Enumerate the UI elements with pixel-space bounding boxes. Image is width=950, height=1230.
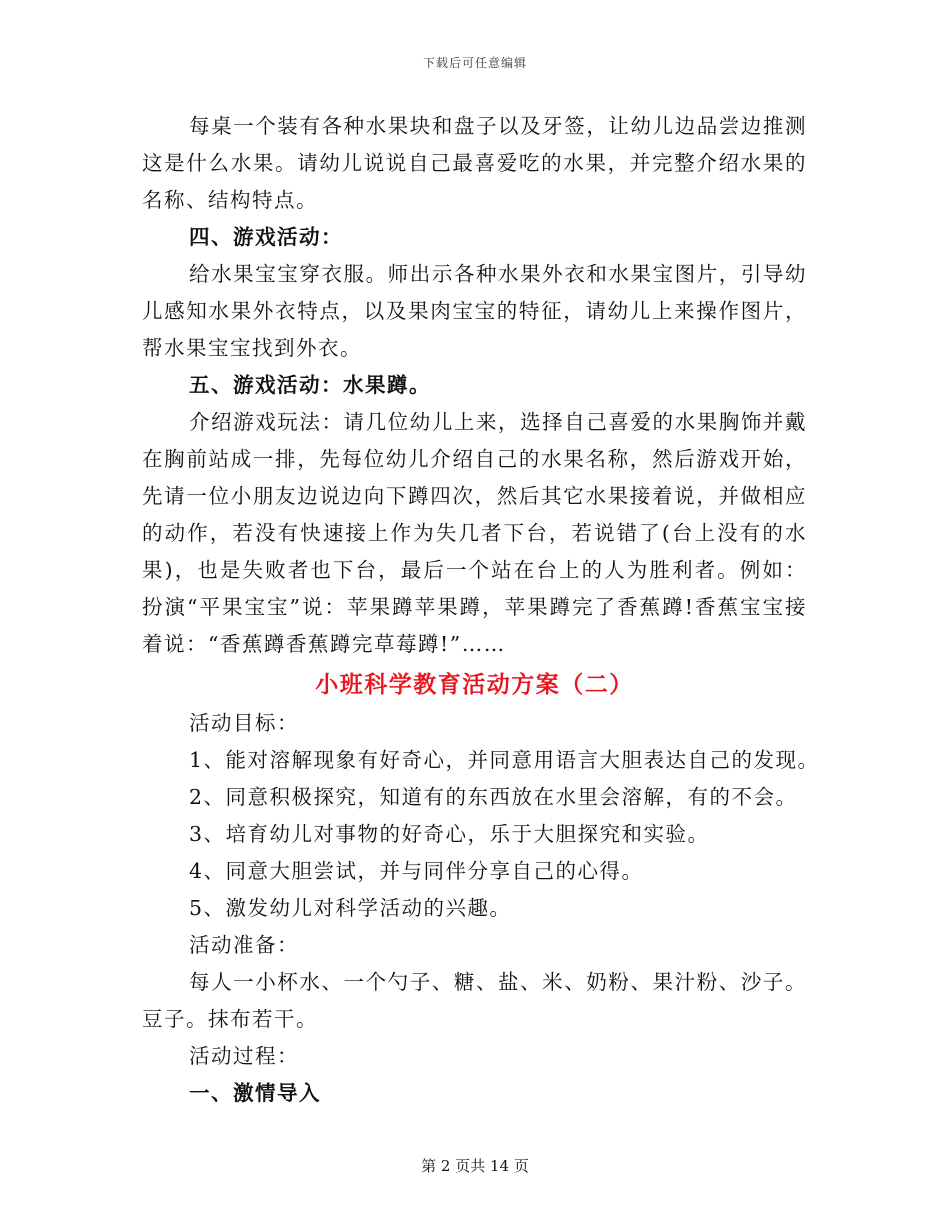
label-activity-process: 活动过程： [189,1044,299,1068]
page-content [142,108,820,1112]
page-header: 下载后可任意编辑 [422,56,527,70]
paragraph-fruit-clothes: 给水果宝宝穿衣服。师出示各种水果外衣和水果宝图片，引导幼儿感知水果外衣特点，以及果肉宝宝的特征，请幼儿上来操作图片，帮水果宝宝找到外衣。 [142,262,807,360]
goal-item-5: 5、激发幼儿对科学活动的兴趣。 [189,896,512,920]
goal-item-1: 1、能对溶解现象有好奇心，并同意用语言大胆表达自己的发现。 [189,748,820,772]
heading-step-1: 一、激情导入 [189,1081,321,1105]
goal-item-3: 3、培育幼儿对事物的好奇心，乐于大胆探究和实验。 [189,822,710,846]
goal-item-2: 2、同意积极探究，知道有的东西放在水里会溶解，有的不会。 [189,785,798,809]
label-activity-goals: 活动目标： [189,711,299,735]
heading-game-activity-5: 五、游戏活动：水果蹲。 [189,373,431,397]
paragraph-fruit-tasting: 每桌一个装有各种水果块和盘子以及牙签，让幼儿边品尝边推测这是什么水果。请幼儿说说自己最喜爱吃的水果，并完整介绍水果的名称、结构特点。 [142,114,807,212]
goal-item-4: 4、同意大胆尝试，并与同伴分享自己的心得。 [189,859,644,883]
section-title: 小班科学教育活动方案（二） [315,671,634,698]
label-activity-preparation: 活动准备： [189,933,299,957]
page-footer: 第 2 页共 14 页 [421,1157,529,1175]
paragraph-game-rules: 介绍游戏玩法：请几位幼儿上来，选择自己喜爱的水果胸饰并戴在胸前站成一排，先每位幼儿介绍自己的水果名称，然后游戏开始，先请一位小朋友边说边向下蹲四次，然后其它水果接着说，并做相应的动作，若没有快速接上作为失几者下台，若说错了(台上没有的水果)，也是失败者也下台，最后一个站在台上的人为胜利者。例如：扮演“平果宝宝”说：苹果蹲苹果蹲，苹果蹲完了香蕉蹲!香蕉宝宝接着说：“香蕉蹲香蕉蹲完草莓蹲!”…… [142,410,807,656]
paragraph-preparation: 每人一小杯水、一个勺子、糖、盐、米、奶粉、果汁粉、沙子。豆子。抹布若干。 [142,970,807,1031]
heading-game-activity-4: 四、游戏活动： [189,225,343,249]
